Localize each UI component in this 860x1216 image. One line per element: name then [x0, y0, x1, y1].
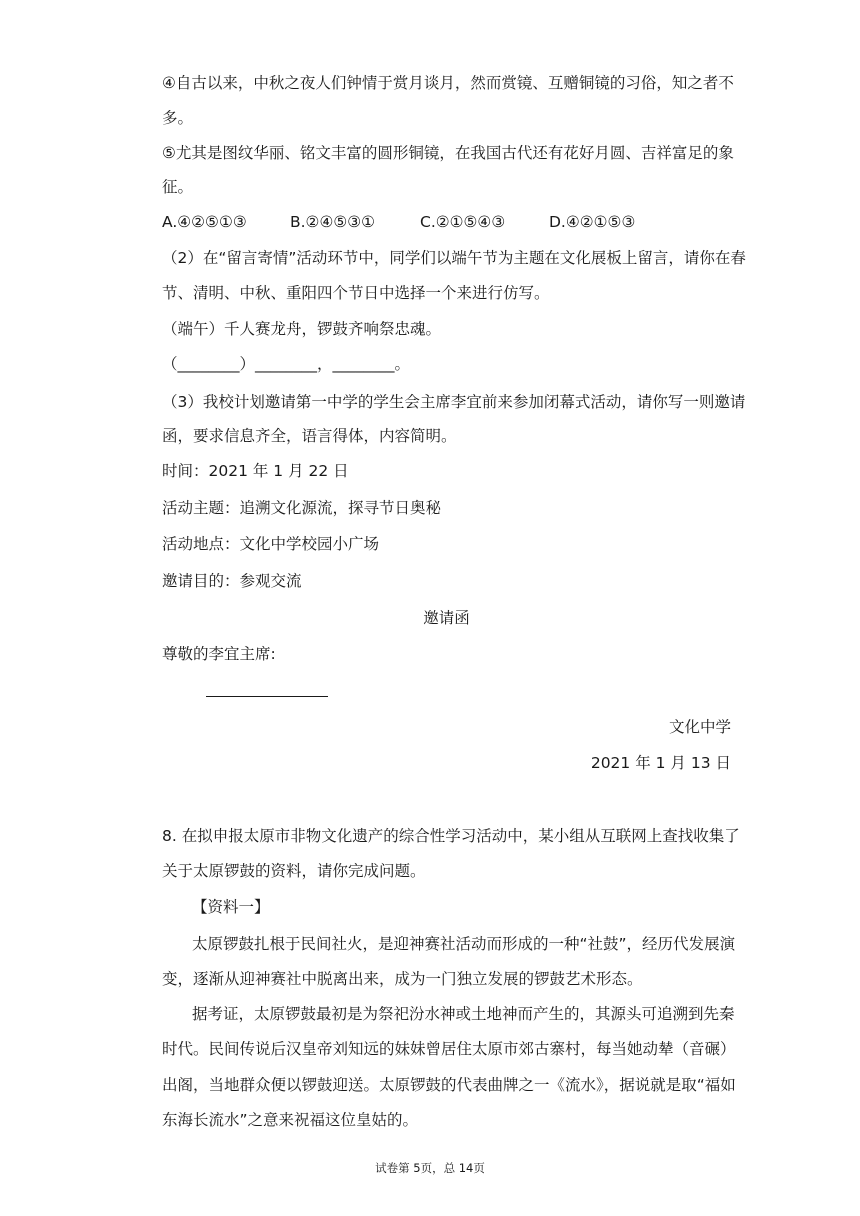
q7-sub3-line2: 函，要求信息齐全，语言得体，内容简明。 [162, 427, 457, 445]
q7-purpose: 邀请目的：参观交流 [162, 572, 302, 590]
q8-p1-line2: 变，逐渐从迎神赛社中脱离出来，成为一门独立发展的锣鼓艺术形态。 [162, 970, 643, 988]
q8-p2-line3: 出阁，当地群众便以锣鼓迎送。太原锣鼓的代表曲牌之一《流水》，据说就是取“福如 [162, 1076, 736, 1094]
q8-p2-line2: 时代。民间传说后汉皇帝刘知远的妹妹曾居住太原市郊古寨村，每当她动辇（音碾） [162, 1040, 736, 1058]
q8-intro-line1: 8. 在拟申报太原市非物文化遗产的综合性学习活动中，某小组从互联网上查找收集了 [162, 827, 740, 845]
q7-item4-line2: 多。 [162, 109, 194, 127]
letter-title: 邀请函 [423, 609, 470, 627]
q8-p2-line4: 东海长流水”之意来祝福这位皇姑的。 [162, 1111, 419, 1129]
q7-time: 时间：2021 年 1 月 22 日 [162, 462, 349, 480]
q7-place: 活动地点：文化中学校园小广场 [162, 535, 380, 553]
letter-date: 2021 年 1 月 13 日 [590, 754, 731, 772]
page-footer: 试卷第 5页，总 14页 [375, 1161, 485, 1175]
q8-p1-line1: 太原锣鼓扎根于民间社火，是迎神赛社活动而形成的一种“社鼓”，经历代发展演 [192, 935, 736, 953]
q7-fill-blanks: （________）________，________。 [162, 355, 411, 373]
letter-signature: 文化中学 [668, 718, 731, 736]
q7-sub2-line2: 节、清明、中秋、重阳四个节日中选择一个来进行仿写。 [162, 284, 550, 302]
q7-sub3-line1: （3）我校计划邀请第一中学的学生会主席李宜前来参加闭幕式活动，请你写一则邀请 [162, 393, 746, 411]
option-c: C.②①⑤④③ [420, 213, 506, 231]
q8-material-heading: 【资料一】 [192, 898, 270, 916]
q7-item4-line1: ④自古以来，中秋之夜人们钟情于赏月谈月，然而赏镜、互赠铜镜的习俗，知之者不 [162, 74, 734, 92]
letter-body-blank [206, 696, 328, 697]
q7-example: （端午）千人赛龙舟，锣鼓齐响祭忠魂。 [162, 320, 442, 338]
q8-p2-line1: 据考证，太原锣鼓最初是为祭祀汾水神或土地神而产生的，其源头可追溯到先秦 [192, 1005, 735, 1023]
q7-sub2-line1: （2）在“留言寄情”活动环节中，同学们以端午节为主题在文化展板上留言，请你在春 [162, 249, 746, 267]
option-b: B.②④⑤③① [290, 213, 376, 231]
q7-item5-line2: 征。 [162, 178, 194, 196]
q8-intro-line2: 关于太原锣鼓的资料，请你完成问题。 [162, 862, 426, 880]
q7-theme: 活动主题：追溯文化源流，探寻节日奥秘 [162, 499, 442, 517]
q7-item5-line1: ⑤尤其是图纹华丽、铭文丰富的圆形铜镜，在我国古代还有花好月圆、吉祥富足的象 [162, 144, 734, 162]
letter-salutation: 尊敬的李宜主席: [162, 645, 276, 663]
option-d: D.④②①⑤③ [549, 213, 636, 231]
option-a: A.④②⑤①③ [162, 213, 247, 231]
